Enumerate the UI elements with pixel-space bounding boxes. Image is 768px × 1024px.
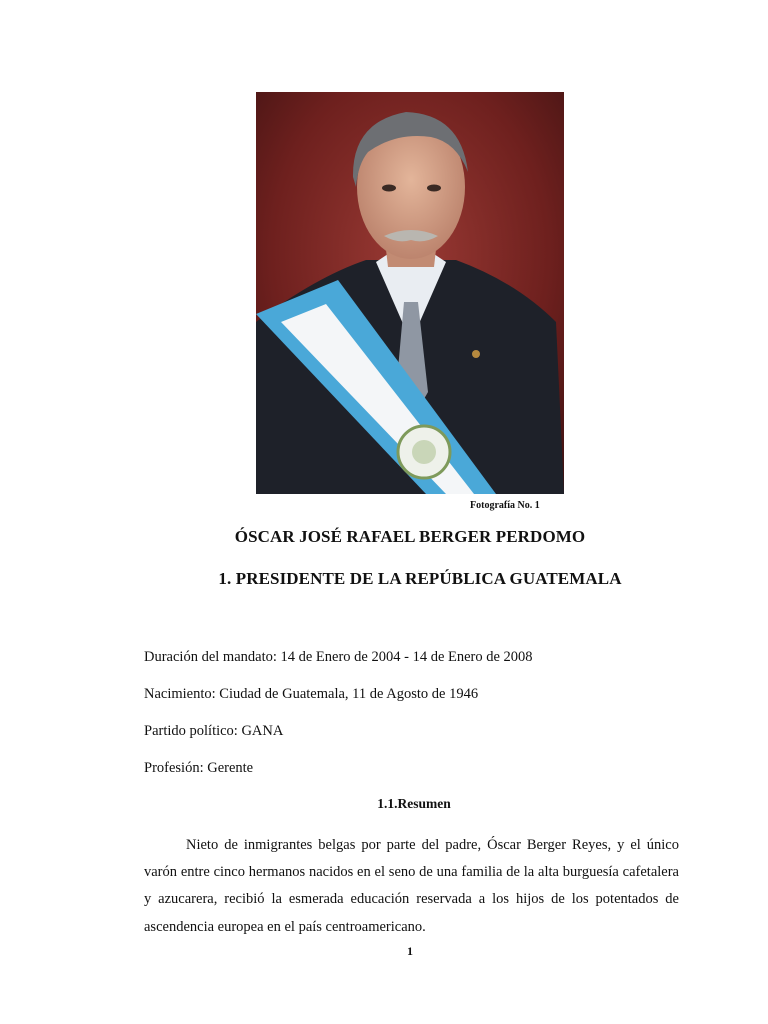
party-info: Partido político: GANA — [144, 723, 284, 739]
summary-paragraph — [144, 832, 679, 941]
position-heading: 1. PRESIDENTE DE LA REPÚBLICA GUATEMALA — [218, 569, 622, 588]
portrait-image — [256, 92, 564, 494]
portrait-photo — [256, 92, 564, 494]
mandate-info: Duración del mandato: 14 de Enero de 2004 - 14 de Enero de 2008 — [144, 649, 533, 665]
birth-info: Nacimiento: Ciudad de Guatemala, 11 de Agosto de 1946 — [144, 686, 479, 702]
person-name-heading: ÓSCAR JOSÉ RAFAEL BERGER PERDOMO — [234, 527, 586, 546]
photo-caption: Fotografía No. 1 — [470, 500, 540, 511]
page-number: 1 — [407, 944, 413, 958]
section-heading: 1.1.Resumen — [377, 796, 451, 811]
summary-text: Nieto de inmigrantes belgas por parte del padre, Óscar Berger Reyes, y el único varón entre cinco hermanos nacidos en el seno de una familia de la alta burguesía cafetalera y azucarera, recibió la esmerada educación reservada a los hijos de los potentados de ascendencia europea en el país centroamericano. — [144, 837, 679, 935]
profession-info: Profesión: Gerente — [144, 760, 254, 776]
